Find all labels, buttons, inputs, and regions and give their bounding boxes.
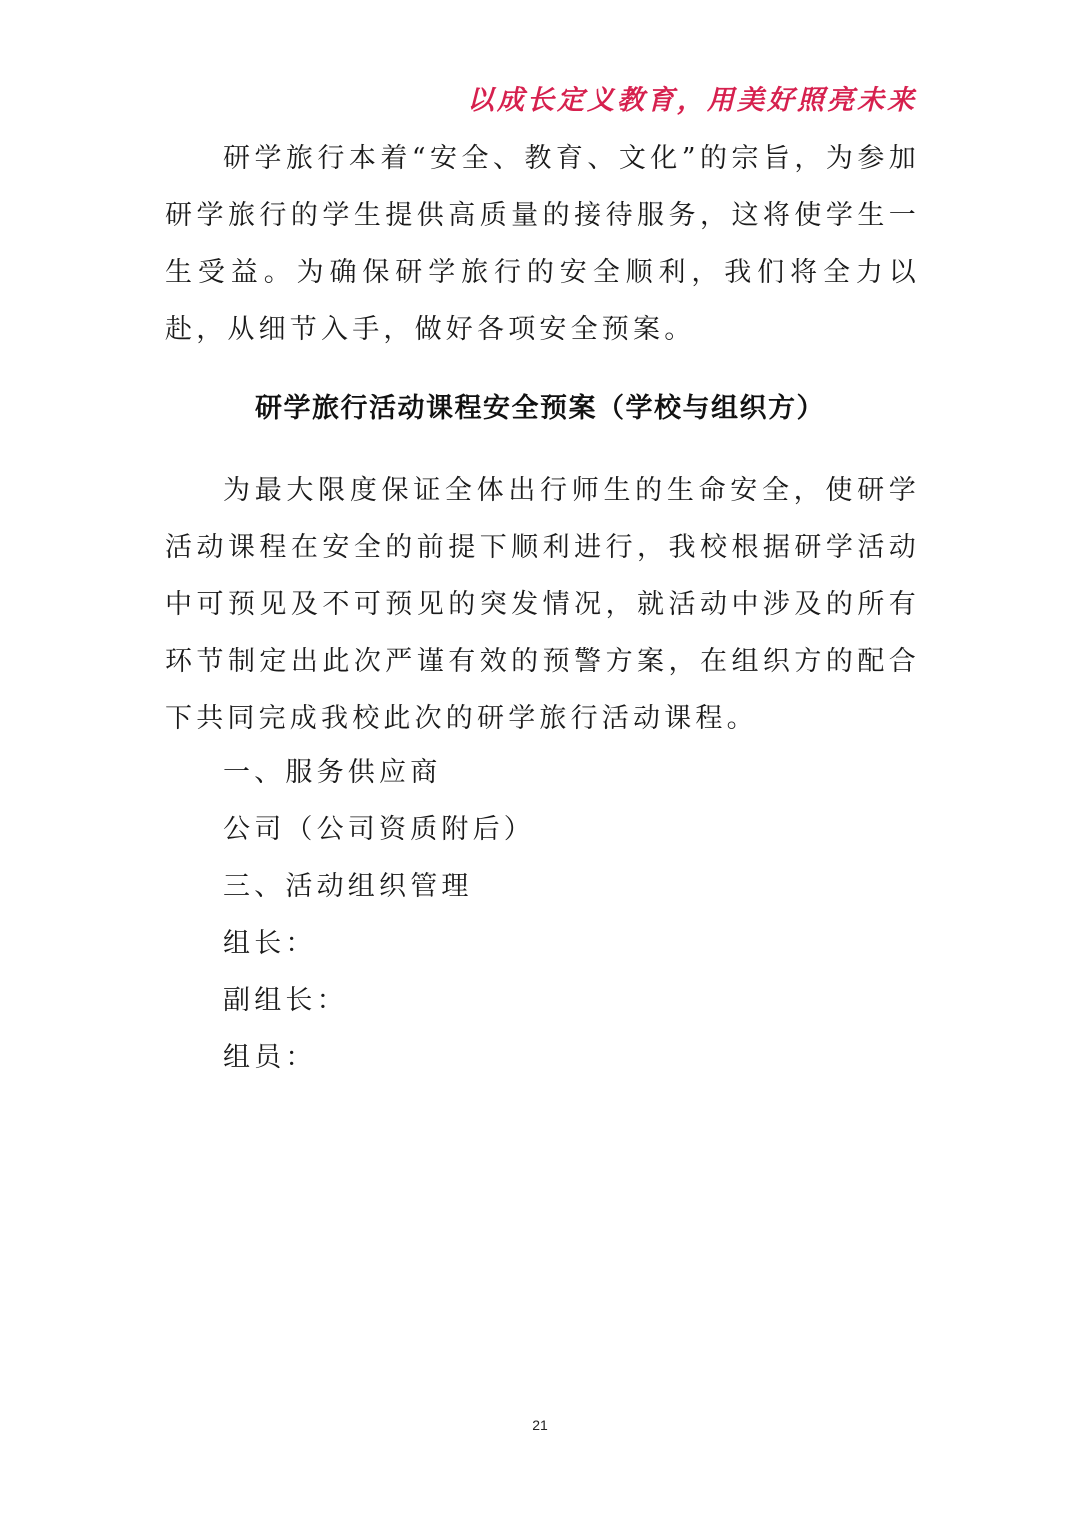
item-service-provider: 一、服务供应商 <box>223 757 442 788</box>
item-members: 组员： <box>223 1042 317 1073</box>
item-company: 公司（公司资质附后） <box>223 814 535 845</box>
item-deputy-leader: 副组长： <box>223 985 348 1016</box>
purpose-paragraph: 为最大限度保证全体出行师生的生命安全，使研学活动课程在安全的前提下顺利进行，我校根据研学活动中可预见及不可预见的突发情况，就活动中涉及的所有环节制定出此次严谨有效的预警方案，在组织方的配合下共同完成我校此次的研学旅行活动课程。 <box>165 475 920 734</box>
intro-paragraph: 研学旅行本着“安全、教育、文化”的宗旨，为参加研学旅行的学生提供高质量的接待服务，这将使学生一生受益。为确保研学旅行的安全顺利，我们将全力以赴，从细节入手，做好各项安全预案。 <box>165 143 920 345</box>
header-slogan: 以成长定义教育，用美好照亮未来 <box>467 85 917 116</box>
item-organization-management: 三、活动组织管理 <box>223 871 473 902</box>
page-number: 21 <box>532 1417 548 1433</box>
item-leader: 组长： <box>223 928 317 959</box>
section-title: 研学旅行活动课程安全预案（学校与组织方） <box>255 393 825 424</box>
